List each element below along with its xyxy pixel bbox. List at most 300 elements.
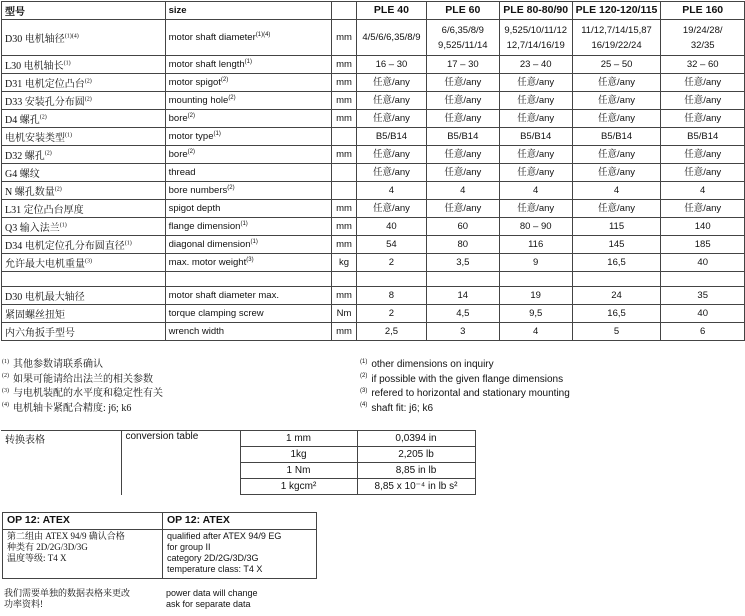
param-name-en	[165, 254, 331, 272]
param-unit: mm	[332, 200, 357, 218]
footnote-mark: (1)	[63, 60, 71, 67]
param-value-line: 4	[533, 326, 539, 337]
param-unit: mm	[332, 287, 357, 305]
param-value-line: 32/35	[690, 39, 715, 51]
param-value-line: 任意/any	[444, 77, 482, 88]
param-value	[356, 146, 426, 164]
footnote-mark: (2)	[44, 150, 52, 157]
param-value	[499, 110, 572, 128]
param-value-line: 4	[533, 185, 539, 196]
atex-text-cn	[3, 530, 163, 579]
param-value-line: 19	[530, 290, 541, 301]
param-value	[572, 218, 661, 236]
param-name-en	[165, 56, 331, 74]
empty-cell	[572, 272, 661, 287]
spec-row	[2, 128, 745, 146]
param-value-line: 任意/any	[517, 167, 555, 178]
param-value	[661, 110, 745, 128]
param-value-line: 任意/any	[372, 203, 410, 214]
footnote-text: if possible with the given flange dimensions	[371, 373, 564, 385]
param-name-en	[165, 92, 331, 110]
footnote-mark: (2)	[220, 76, 229, 83]
header-unit	[332, 2, 357, 20]
param-value-line: 任意/any	[598, 113, 636, 124]
footnote-mark: (1)	[124, 240, 132, 247]
footnote-mark: (2)	[84, 78, 92, 85]
param-name-cn-text: D31 电机定位凸台	[5, 79, 85, 90]
atex-table	[2, 512, 317, 579]
param-value	[661, 164, 745, 182]
param-unit: mm	[332, 74, 357, 92]
footnote-mark: (2)	[54, 186, 62, 193]
param-value	[356, 218, 426, 236]
atex-title-cn: OP 12: ATEX	[3, 513, 163, 530]
param-value	[572, 74, 661, 92]
param-value	[356, 74, 426, 92]
param-value-line: 任意/any	[444, 149, 482, 160]
footnote-mark: (2)	[39, 114, 47, 121]
footnote	[2, 402, 163, 417]
conversion-to: 8,85 in lb	[357, 463, 475, 479]
spacer-row	[2, 272, 745, 287]
empty-cell	[356, 272, 426, 287]
param-value	[426, 110, 499, 128]
param-value-line: 任意/any	[444, 203, 482, 214]
param-name-cn	[2, 218, 166, 236]
param-value-line: 16/19/22/24	[591, 39, 642, 51]
param-name-en-text: motor shaft diameter	[168, 32, 256, 43]
footnote-mark: (2)	[84, 96, 92, 103]
param-value	[572, 92, 661, 110]
param-name-cn-text: D30 电机最大轴径	[5, 292, 85, 303]
footnote-text: 与电机装配的水平度和稳定性有关	[13, 388, 163, 399]
param-name-en	[165, 146, 331, 164]
text-line: for group II	[167, 542, 211, 552]
param-name-cn	[2, 92, 166, 110]
param-name-cn	[2, 236, 166, 254]
footnote-mark: (3)	[2, 387, 9, 394]
footnote-mark: (2)	[187, 148, 195, 155]
param-value	[661, 146, 745, 164]
param-name-en	[165, 164, 331, 182]
param-name-cn-text: G4 螺纹	[5, 169, 40, 180]
param-name-en	[165, 20, 331, 56]
conversion-table	[1, 430, 476, 495]
param-value-line: 任意/any	[517, 113, 555, 124]
param-value	[356, 92, 426, 110]
footnote-mark: (4)	[360, 402, 368, 409]
param-name-en-text: motor shaft diameter max.	[168, 290, 279, 301]
param-name-cn	[2, 20, 166, 56]
param-name-en-text: motor type	[168, 131, 214, 142]
param-value	[499, 92, 572, 110]
param-value-line: 54	[386, 239, 397, 250]
param-name-cn	[2, 254, 166, 272]
param-value-line: 35	[697, 290, 708, 301]
param-value	[572, 236, 661, 254]
param-name-cn-text: D30 电机轴径	[5, 34, 65, 45]
spec-row	[2, 287, 745, 305]
conversion-from: 1kg	[240, 447, 357, 463]
footnote-mark: (2)	[2, 373, 9, 380]
text-line: power data will change	[166, 588, 258, 598]
param-name-cn-text: 允许最大电机重量	[5, 259, 85, 270]
param-value-line: 5	[613, 326, 620, 337]
atex-title-en: OP 12: ATEX	[163, 513, 317, 530]
param-value	[426, 323, 499, 341]
spec-row	[2, 74, 745, 92]
param-unit	[332, 128, 357, 146]
param-value	[661, 128, 745, 146]
footnote-text: 电机轴卡紧配合精度: j6; k6	[13, 402, 132, 414]
param-value-line: 任意/any	[372, 167, 410, 178]
footnote-mark: (1)	[59, 222, 67, 229]
param-value-line: 25 – 50	[600, 59, 633, 70]
footnotes-chinese	[2, 358, 163, 416]
param-value-line: 12,7/14/16/19	[506, 39, 565, 51]
spec-header-row	[2, 2, 745, 20]
conversion-to: 2,205 lb	[357, 447, 475, 463]
param-name-en-text: bore	[168, 113, 188, 124]
footnote-mark: (1)(4)	[255, 31, 271, 38]
param-value	[572, 146, 661, 164]
param-value-line: 16 – 30	[375, 59, 408, 70]
conversion-from: 1 kgcm²	[240, 479, 357, 495]
conversion-label-cn: 转换表格	[1, 431, 121, 495]
spec-row	[2, 200, 745, 218]
param-value-line: 2	[388, 257, 395, 268]
footnote	[360, 358, 570, 373]
param-name-en-text: motor spigot	[168, 77, 221, 88]
param-value	[499, 236, 572, 254]
param-value-line: 40	[386, 221, 397, 232]
text-line: 种类有 2D/2G/3D/3G	[7, 542, 88, 552]
model-header: PLE 120-120/115	[572, 2, 661, 20]
footnote-text: other dimensions on inquiry	[371, 359, 494, 370]
param-name-cn-text: 内六角扳手型号	[5, 328, 75, 339]
empty-cell	[165, 272, 331, 287]
param-value-line: 任意/any	[372, 149, 410, 160]
param-name-en	[165, 218, 331, 236]
power-note-en	[166, 588, 258, 610]
param-name-en	[165, 182, 331, 200]
param-value	[661, 20, 745, 56]
param-value-line: 80 – 90	[519, 221, 552, 232]
param-value-line: 145	[608, 239, 625, 250]
footnote	[2, 358, 163, 373]
param-value-line: 19/24/28/	[682, 24, 723, 36]
param-name-en	[165, 128, 331, 146]
param-value-line: 任意/any	[444, 95, 482, 106]
param-name-cn	[2, 128, 166, 146]
param-unit	[332, 164, 357, 182]
param-unit: mm	[332, 56, 357, 74]
param-name-en	[165, 305, 331, 323]
param-name-cn-text: Q3 输入法兰	[5, 223, 60, 234]
param-value	[356, 200, 426, 218]
param-value-line: 23 – 40	[519, 59, 552, 70]
spec-row	[2, 146, 745, 164]
param-value	[661, 218, 745, 236]
param-value-line: 任意/any	[598, 95, 636, 106]
param-value-line: 任意/any	[517, 77, 555, 88]
param-value	[426, 128, 499, 146]
conversion-row	[1, 431, 475, 447]
footnote-mark: (3)	[246, 256, 254, 263]
footnote	[360, 373, 570, 388]
param-value	[661, 236, 745, 254]
param-name-en-text: torque clamping screw	[168, 308, 264, 319]
param-value-line: 2	[388, 308, 395, 319]
atex-body-row	[3, 530, 317, 579]
param-value-line: 任意/any	[598, 77, 636, 88]
param-value-line: B5/B14	[447, 131, 479, 142]
param-value-line: 4/5/6/6,35/8/9	[362, 32, 421, 43]
footnote	[2, 387, 163, 402]
param-value	[572, 287, 661, 305]
param-value	[356, 182, 426, 200]
text-line: 功率资料!	[4, 599, 43, 609]
param-value-line: 80	[457, 239, 469, 250]
param-value-line: B5/B14	[600, 131, 633, 142]
footnote-mark: (2)	[227, 184, 235, 191]
param-value	[499, 305, 572, 323]
param-name-en-text: motor shaft length	[168, 59, 245, 70]
param-value	[661, 200, 745, 218]
param-value	[499, 287, 572, 305]
param-value-line: 32 – 60	[686, 59, 719, 70]
param-value	[426, 254, 499, 272]
param-name-cn	[2, 164, 166, 182]
atex-header-row	[3, 513, 317, 530]
spec-row	[2, 56, 745, 74]
param-value-line: 任意/any	[684, 113, 722, 124]
param-value-line: 任意/any	[517, 149, 555, 160]
param-value-line: 9	[533, 257, 539, 268]
param-value-line: 任意/any	[444, 113, 482, 124]
param-value-line: 任意/any	[372, 77, 410, 88]
param-value	[499, 323, 572, 341]
param-value	[572, 164, 661, 182]
footnote-mark: (1)	[244, 58, 253, 65]
param-value	[572, 110, 661, 128]
param-value-line: 40	[697, 308, 708, 319]
footnote	[360, 387, 570, 402]
param-value-line: B5/B14	[520, 131, 552, 142]
param-value	[572, 56, 661, 74]
param-name-cn-text: 电机安装类型	[5, 133, 65, 144]
param-value-line: 任意/any	[684, 149, 722, 160]
param-value-line: 6	[700, 326, 706, 337]
param-value-line: 任意/any	[684, 77, 722, 88]
param-value-line: 4	[460, 185, 466, 196]
param-name-cn-text: N 螺孔数量	[5, 187, 55, 198]
text-line: category 2D/2G/3D/3G	[167, 553, 259, 563]
param-value-line: 任意/any	[598, 167, 636, 178]
footnote-mark: (1)	[360, 358, 368, 365]
footnote-mark: (2)	[360, 373, 368, 380]
param-value	[661, 74, 745, 92]
param-unit: mm	[332, 110, 357, 128]
param-name-en-text: max. motor weight	[168, 257, 247, 268]
text-line: 第二组由 ATEX 94/9 确认合格	[7, 531, 125, 541]
spec-row	[2, 110, 745, 128]
param-name-en-text: flange dimension	[168, 221, 241, 232]
footnote-mark: (3)	[360, 387, 368, 394]
param-value	[499, 164, 572, 182]
text-line: qualified after ATEX 94/9 EG	[167, 531, 282, 541]
param-value	[356, 110, 426, 128]
footnote-mark: (1)(4)	[64, 33, 79, 40]
param-name-cn-text: D33 安装孔分布圆	[5, 97, 85, 108]
param-value-line: 4	[388, 185, 395, 196]
param-name-en	[165, 200, 331, 218]
footnote-text: shaft fit: j6; k6	[371, 402, 434, 414]
param-unit: mm	[332, 218, 357, 236]
param-value	[426, 236, 499, 254]
param-value-line: 任意/any	[444, 167, 482, 178]
param-name-cn	[2, 287, 166, 305]
param-value	[499, 128, 572, 146]
param-value	[572, 254, 661, 272]
param-value-line: 4	[700, 185, 706, 196]
param-name-cn	[2, 305, 166, 323]
param-name-en	[165, 74, 331, 92]
param-value	[661, 254, 745, 272]
empty-cell	[426, 272, 499, 287]
empty-cell	[2, 272, 166, 287]
footnote-mark: (4)	[2, 402, 9, 409]
conversion-from: 1 mm	[240, 431, 357, 447]
param-name-en	[165, 110, 331, 128]
param-value	[661, 92, 745, 110]
param-value	[356, 164, 426, 182]
param-value-line: B5/B14	[687, 131, 719, 142]
param-value-line: 14	[457, 290, 469, 301]
param-value	[661, 323, 745, 341]
param-value	[499, 146, 572, 164]
param-name-en	[165, 236, 331, 254]
footnote-mark: (3)	[85, 258, 92, 265]
footnote	[360, 402, 570, 417]
param-name-en-text: bore	[168, 149, 188, 160]
param-name-cn	[2, 110, 166, 128]
param-value-line: 16,5	[607, 257, 626, 268]
param-value-line: 任意/any	[372, 95, 410, 106]
param-value-line: 16,5	[607, 308, 626, 319]
param-value	[356, 305, 426, 323]
param-value-line: 140	[694, 221, 711, 232]
param-value-line: 6/6,35/8/9	[441, 24, 484, 36]
param-name-cn-text: L31 定位凸台厚度	[5, 205, 84, 216]
footnote-text: 其他参数请联系确认	[13, 359, 103, 370]
param-name-cn	[2, 200, 166, 218]
param-value	[426, 164, 499, 182]
param-value	[426, 74, 499, 92]
param-value	[426, 218, 499, 236]
spec-row	[2, 305, 745, 323]
param-value	[572, 200, 661, 218]
param-name-en-text: bore numbers	[168, 185, 228, 196]
spec-table-body	[2, 2, 745, 341]
param-value	[356, 128, 426, 146]
param-value	[572, 128, 661, 146]
footnotes-english	[360, 358, 570, 416]
param-value-line: 任意/any	[598, 203, 636, 214]
param-value	[426, 56, 499, 74]
footnote-mark: (1)	[250, 238, 258, 245]
param-name-en	[165, 287, 331, 305]
footnote-mark: (1)	[213, 130, 221, 137]
param-value	[499, 182, 572, 200]
param-name-cn	[2, 182, 166, 200]
param-value	[356, 236, 426, 254]
param-value-line: 9,5	[529, 308, 543, 319]
atex-text-en	[163, 530, 317, 579]
param-value-line: 任意/any	[684, 95, 722, 106]
param-name-en-text: diagonal dimension	[168, 239, 251, 250]
param-value-line: 3,5	[456, 257, 470, 268]
param-unit: mm	[332, 323, 357, 341]
model-header: PLE 40	[356, 2, 426, 20]
footnote	[2, 373, 163, 388]
conversion-to: 0,0394 in	[357, 431, 475, 447]
param-value-line: 60	[457, 221, 469, 232]
param-value-line: 40	[697, 257, 708, 268]
footnote-text: 如果可能请给出法兰的相关参数	[13, 373, 153, 385]
param-value	[661, 287, 745, 305]
conversion-to: 8,85 x 10⁻⁴ in lb s²	[357, 479, 475, 495]
param-value-line: 任意/any	[684, 167, 722, 178]
param-value	[426, 287, 499, 305]
param-value-line: 11/12,7/14/15,87	[581, 24, 652, 36]
param-name-en-text: spigot depth	[168, 203, 221, 214]
spec-row	[2, 92, 745, 110]
param-value-line: 115	[608, 221, 625, 232]
spec-row	[2, 236, 745, 254]
spec-row	[2, 20, 745, 56]
param-value-line: 116	[528, 239, 544, 250]
param-value	[572, 323, 661, 341]
footnote-mark: (1)	[65, 132, 72, 139]
text-line: 温度等级: T4 X	[7, 553, 67, 563]
param-value-line: 4,5	[456, 308, 470, 319]
param-value	[426, 182, 499, 200]
param-value	[426, 92, 499, 110]
param-unit	[332, 182, 357, 200]
param-value	[356, 254, 426, 272]
param-value-line: 3	[460, 326, 466, 337]
param-name-cn	[2, 74, 166, 92]
param-value	[499, 254, 572, 272]
spec-row	[2, 218, 745, 236]
param-unit: mm	[332, 92, 357, 110]
param-value-line: 任意/any	[598, 149, 636, 160]
param-value	[356, 20, 426, 56]
param-name-cn-text: 紧固螺丝扭矩	[5, 310, 65, 321]
param-value	[499, 20, 572, 56]
param-name-cn-text: D4 螺孔	[5, 115, 40, 126]
param-value-line: 24	[611, 290, 622, 301]
param-value	[426, 20, 499, 56]
param-value-line: 任意/any	[517, 203, 555, 214]
param-value-line: 任意/any	[684, 203, 722, 214]
power-note-cn	[4, 588, 130, 610]
param-value-line: 17 – 30	[446, 59, 479, 70]
param-value-line: 2,5	[384, 326, 399, 337]
param-unit: mm	[332, 236, 357, 254]
param-value	[661, 56, 745, 74]
